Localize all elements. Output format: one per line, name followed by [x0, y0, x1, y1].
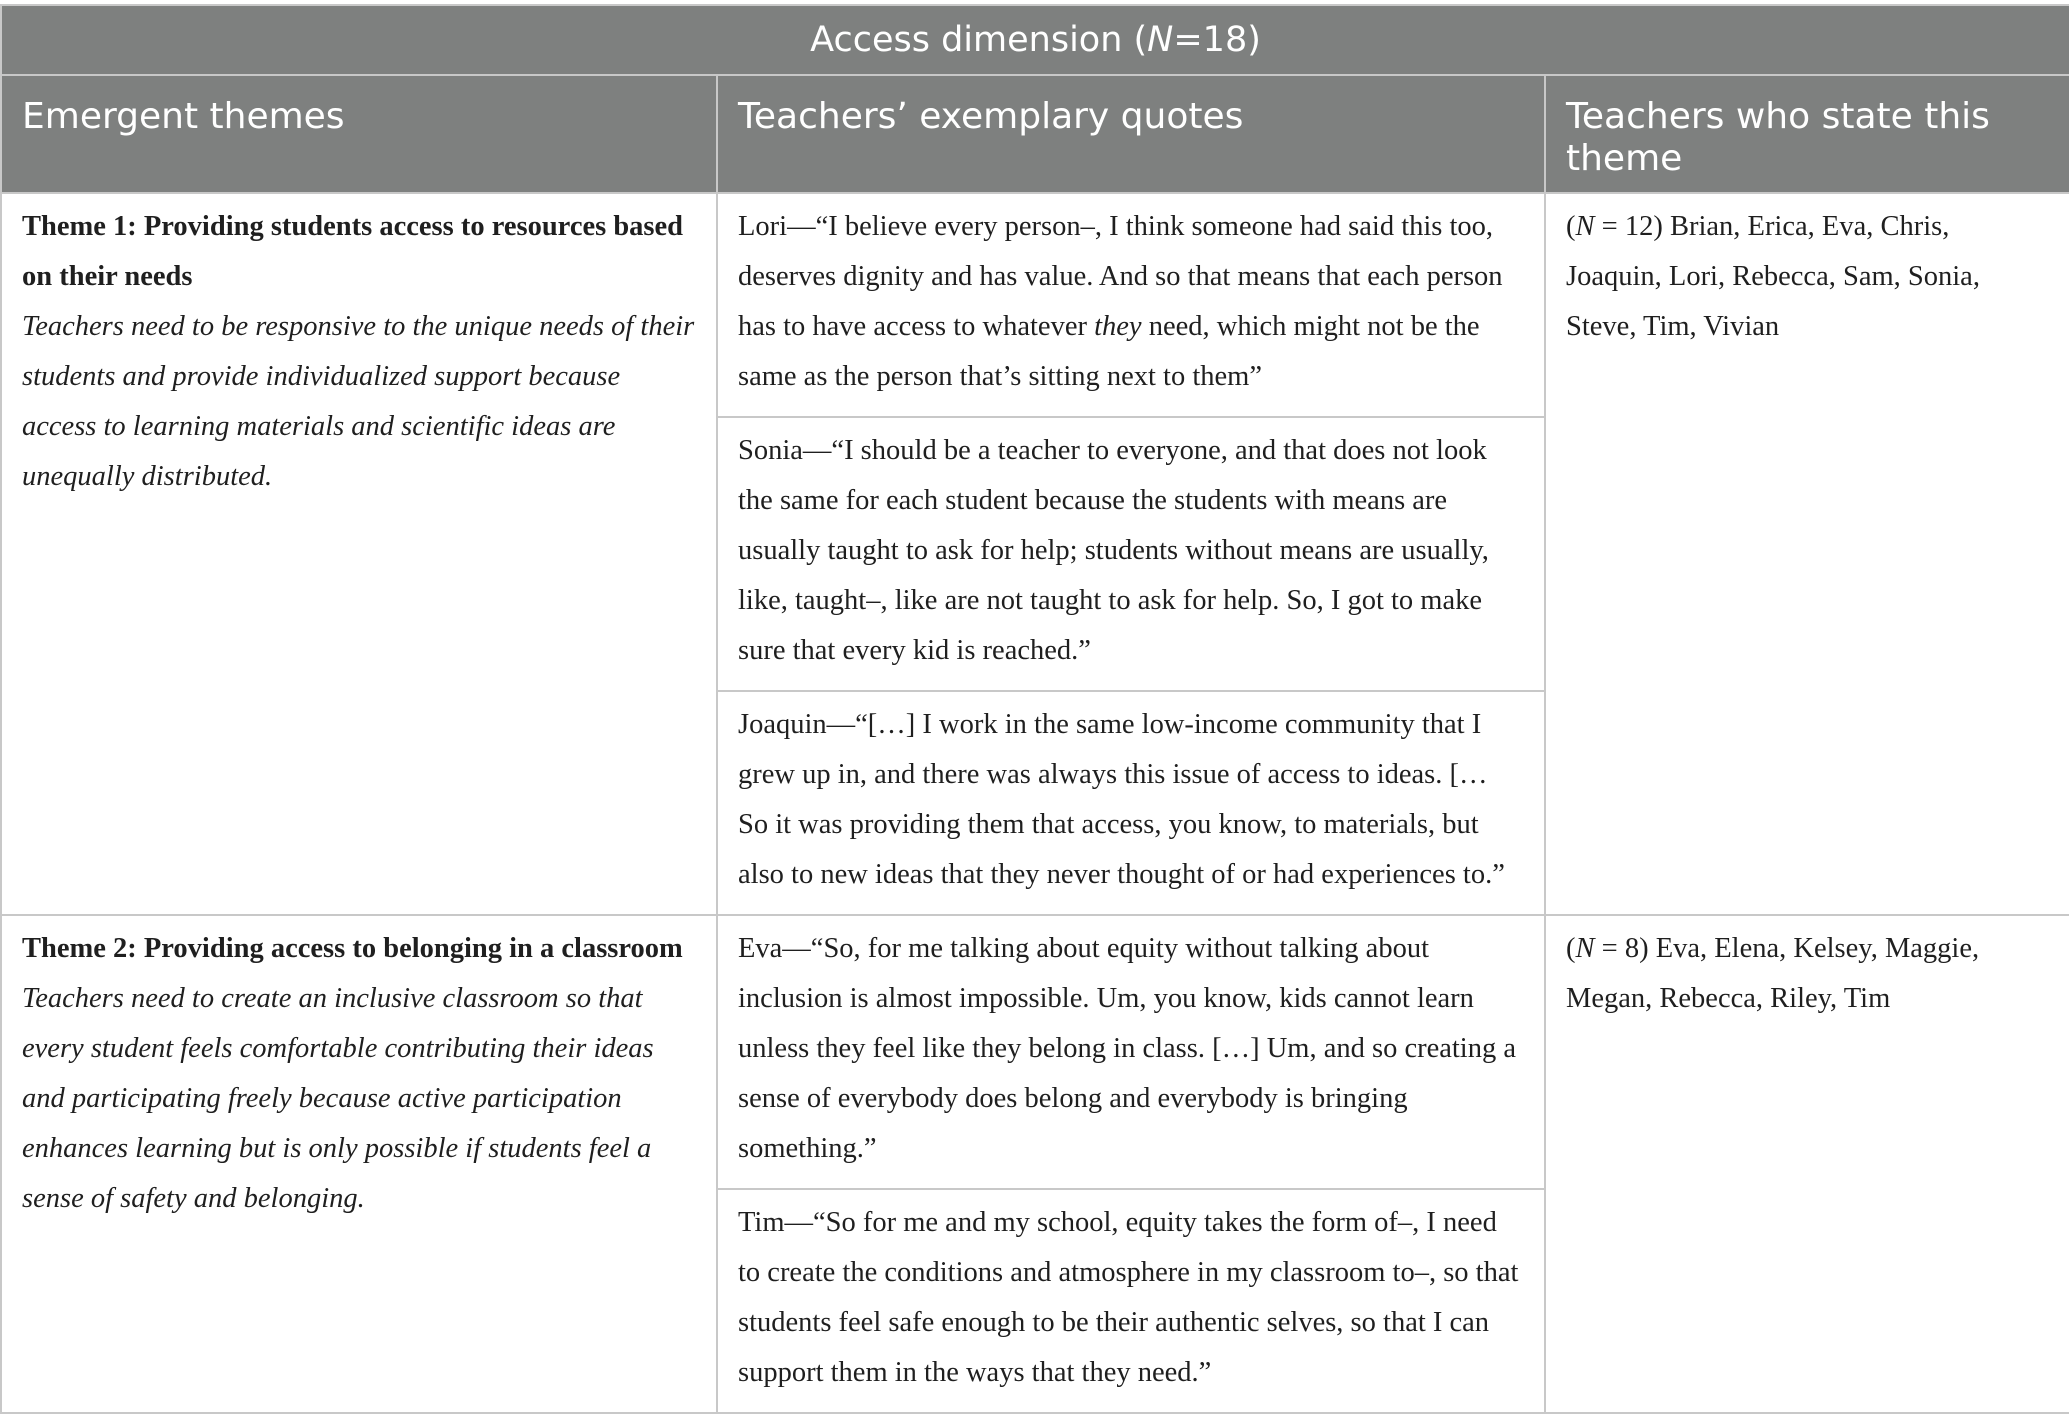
quote-tim: Tim—“So for me and my school, equity takes the form of–, I need to create the conditions and atmosphere in my classroom to–, so that students feel safe enough to be their authentic selves, so that I can support them in the ways that they need.” — [717, 1189, 1545, 1413]
quote-emphasis: they — [1094, 311, 1142, 342]
quote-sonia: Sonia—“I should be a teacher to everyone, and that does not look the same for each student because the students with means are usually taught to ask for help; students without means are usually, like, taught–, like are not taught to ask for help. So, I got to make sure that every kid is reached.” — [717, 417, 1545, 691]
header-emergent-themes: Emergent themes — [1, 75, 717, 193]
header-exemplary-quotes: Teachers’ exemplary quotes — [717, 75, 1545, 193]
quote-joaquin: Joaquin—“[…] I work in the same low-income community that I grew up in, and there was always this issue of access to ideas. [… So it was providing them that access, you know, to materials, but also to new ideas that they never thought of or had experiences to.” — [717, 691, 1545, 915]
quote-lori — [717, 193, 1545, 417]
theme-2-count: (N = 8) — [1566, 933, 1656, 964]
caption-prefix: Access dimension ( — [810, 20, 1148, 60]
theme-1-count: (N = 12) — [1566, 211, 1670, 242]
table-row — [1, 193, 2069, 417]
table-caption — [1, 5, 2069, 75]
theme-1-title: Theme 1: Providing students access to resources based on their needs — [22, 211, 684, 292]
quote-text: Lori—“I believe every person–, I think someone had said this too, deserves dignity and has value. And so that means that each person has to have access to whatever — [738, 211, 1503, 342]
theme-2-teacher-names: Eva, Elena, Kelsey, Maggie, Megan, Rebecca, Riley, Tim — [1566, 933, 1980, 1014]
theme-1-teacher-names: Brian, Erica, Eva, Chris, Joaquin, Lori, Rebecca, Sam, Sonia, Steve, Tim, Vivian — [1566, 211, 1980, 342]
theme-1-teachers — [1545, 193, 2069, 915]
theme-2-title: Theme 2: Providing access to belonging in a classroom — [22, 933, 683, 964]
theme-2-description: Teachers need to create an inclusive classroom so that every student feels comfortable contributing their ideas and participating freely because active participation enhances learning but is only possible if students feel a sense of safety and belonging. — [22, 983, 654, 1214]
theme-1-description: Teachers need to be responsive to the unique needs of their students and provide individualized support because access to learning materials and scientific ideas are unequally distributed. — [22, 311, 695, 492]
theme-1-cell — [1, 193, 717, 915]
quote-eva: Eva—“So, for me talking about equity without talking about inclusion is almost impossible. Um, you know, kids cannot learn unless they feel like they belong in class. […] Um, and so creating a sense of everybody does belong and everybody is bringing something.” — [717, 915, 1545, 1189]
table-row — [1, 915, 2069, 1189]
access-dimension-table — [0, 4, 2069, 1414]
quote-text-end: need, which might not be the same as the person that’s sitting next to them” — [738, 311, 1480, 392]
theme-2-cell — [1, 915, 717, 1413]
caption-n: N — [1147, 20, 1174, 60]
caption-suffix: =18) — [1173, 20, 1261, 60]
table-header-row — [1, 75, 2069, 193]
header-teachers: Teachers who state this theme — [1545, 75, 2069, 193]
theme-2-teachers — [1545, 915, 2069, 1413]
table-caption-row — [1, 5, 2069, 75]
